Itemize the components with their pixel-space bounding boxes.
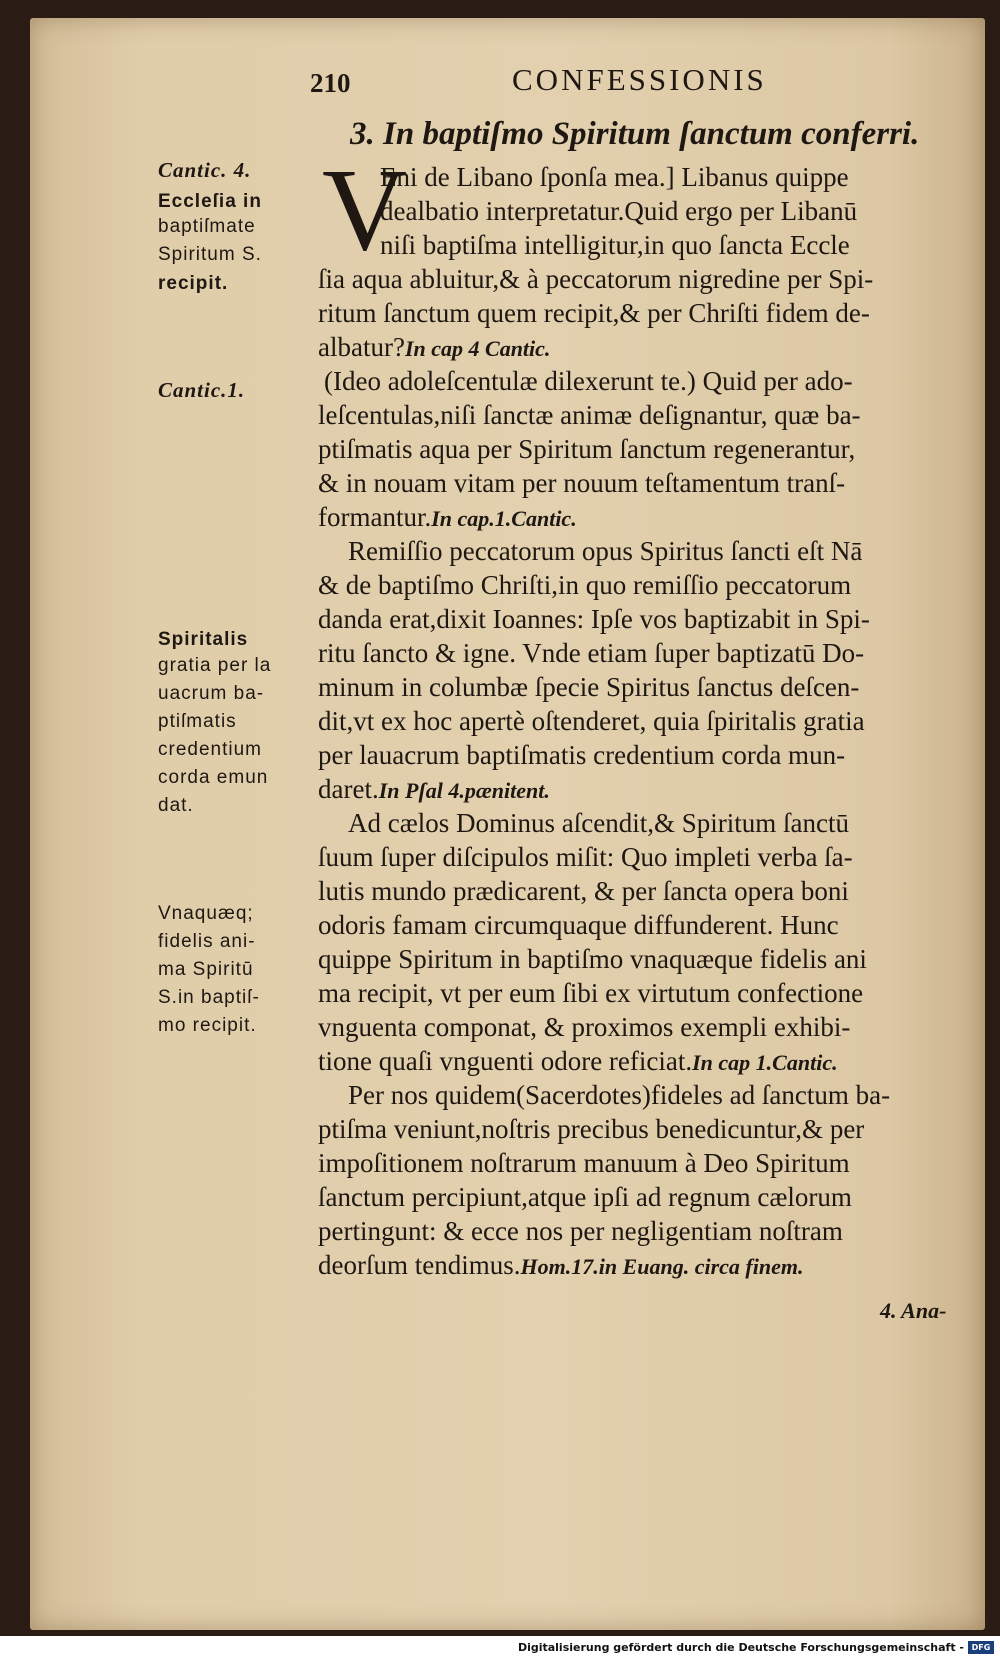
text-line: minum in columbæ ſpecie Spiritus ſanctus deſcen-: [318, 672, 860, 702]
catchword: 4. Ana-: [880, 1298, 947, 1323]
text-line: ſuum ſuper diſcipulos miſit: Quo impleti verba ſa-: [318, 842, 853, 872]
text-line: [318, 1248, 803, 1282]
margin-note: corda emun: [158, 767, 269, 788]
margin-note-ref: Cantic. 4.: [158, 158, 252, 182]
text-span: albatur?: [318, 332, 405, 362]
citation: In cap.1.Cantic.: [431, 506, 577, 531]
citation: In Pſal 4.pænitent.: [378, 778, 550, 803]
margin-note: fidelis ani-: [158, 931, 256, 952]
text-line: quippe Spiritum in baptiſmo vnaquæque fidelis ani: [318, 944, 867, 974]
text-line: ptiſmatis aqua per Spiritum ſanctum regenerantur,: [318, 434, 856, 464]
text-line: niſi baptiſma intelligitur,in quo ſancta Eccle: [380, 230, 850, 260]
margin-note: mo recipit.: [158, 1015, 257, 1036]
text-line: ſia aqua abluitur,& à peccatorum nigredine per Spi-: [318, 264, 874, 294]
text-line: lutis mundo prædicarent, & per ſancta opera boni: [318, 876, 849, 906]
margin-note-ref: Cantic.1.: [158, 378, 246, 402]
margin-note: dat.: [158, 795, 194, 816]
margin-note: ptiſmatis: [158, 711, 237, 732]
text-line: pertingunt: & ecce nos per negligentiam noſtram: [318, 1216, 843, 1246]
text-line: Per nos quidem(Sacerdotes)fideles ad ſanctum ba-: [348, 1080, 891, 1110]
margin-note: Eccleſia in: [158, 191, 262, 212]
page-number: 210: [310, 68, 351, 98]
margin-note: recipit.: [158, 273, 229, 294]
margin-note: S.in baptiſ-: [158, 987, 260, 1008]
margin-note: credentium: [158, 739, 262, 760]
text-line: Remiſſio peccatorum opus Spiritus ſancti eſt Nā: [348, 536, 863, 566]
text-line: & in nouam vitam per nouum teſtamentum tranſ-: [318, 468, 846, 498]
text-line: ritum ſanctum quem recipit,& per Chriſti fidem de-: [318, 298, 870, 328]
text-line: Eni de Libano ſponſa mea.] Libanus quippe: [380, 162, 849, 192]
margin-note: gratia per la: [158, 655, 272, 676]
text-line: leſcentulas,niſi ſanctæ animæ deſignantur, quæ ba-: [318, 400, 861, 430]
margin-note: baptiſmate: [158, 216, 256, 237]
text-span: tione quaſi vnguenti odore reficiat.: [318, 1046, 693, 1076]
text-line: ma recipit, vt per eum ſibi ex virtutum confectione: [318, 978, 864, 1008]
text-line: danda erat,dixit Ioannes: Ipſe vos baptizabit in Spi-: [318, 604, 870, 634]
running-head: CONFESSIONIS: [512, 62, 767, 97]
margin-note: ma Spiritū: [158, 959, 254, 980]
text-line: per lauacrum baptiſmatis credentium corda mun-: [318, 740, 846, 770]
drop-cap: V: [322, 144, 408, 275]
text-span: formantur.: [318, 502, 432, 532]
margin-note: Vnaquæq;: [158, 903, 254, 924]
text-line: dealbatio interpretatur.Quid ergo per Libanū: [380, 196, 858, 226]
text-line: Ad cælos Dominus aſcendit,& Spiritum ſanctū: [348, 808, 849, 838]
text-line: odoris famam circumquaque diffunderent. Hunc: [318, 910, 839, 940]
citation: In cap 1.Cantic.: [692, 1050, 838, 1075]
text-line: & de baptiſmo Chriſti,in quo remiſſio peccatorum: [318, 570, 852, 600]
funding-credit: Digitalisierung gefördert durch die Deutsche Forschungsgemeinschaft -: [517, 1641, 964, 1654]
text-line: [318, 330, 550, 364]
section-heading: 3. In baptiſmo Spiritum ſanctum conferri.: [350, 116, 920, 152]
margin-note: uacrum ba-: [158, 683, 265, 704]
digitization-footer: [0, 1636, 1000, 1661]
text-line: vnguenta componat, & proximos exempli exhibi-: [318, 1012, 851, 1042]
text-line: impoſitionem noſtrarum manuum à Deo Spiritum: [318, 1148, 850, 1178]
citation: Hom.17.in Euang. circa finem.: [520, 1254, 804, 1279]
citation: In cap 4 Cantic.: [404, 336, 551, 361]
text-span: daret.: [318, 774, 379, 804]
text-line: (Ideo adoleſcentulæ dilexerunt te.) Quid per ado-: [324, 366, 853, 396]
text-span: deorſum tendimus.: [318, 1250, 521, 1280]
margin-note: Spiritum S.: [158, 244, 262, 265]
page-header: [0, 62, 1000, 102]
dfg-logo-icon: DFG: [968, 1641, 994, 1654]
margin-note: Spiritalis: [158, 629, 249, 650]
text-line: ſanctum percipiunt,atque ipſi ad regnum cælorum: [318, 1182, 852, 1212]
text-line: ptiſma veniunt,noſtris precibus benedicuntur,& per: [318, 1114, 865, 1144]
text-line: dit,vt ex hoc apertè oſtenderet, quia ſpiritalis gratia: [318, 706, 865, 736]
text-line: [318, 1044, 838, 1078]
text-line: [318, 772, 550, 806]
text-line: [318, 500, 577, 534]
text-line: ritu ſancto & igne. Vnde etiam ſuper baptizatū Do-: [318, 638, 865, 668]
